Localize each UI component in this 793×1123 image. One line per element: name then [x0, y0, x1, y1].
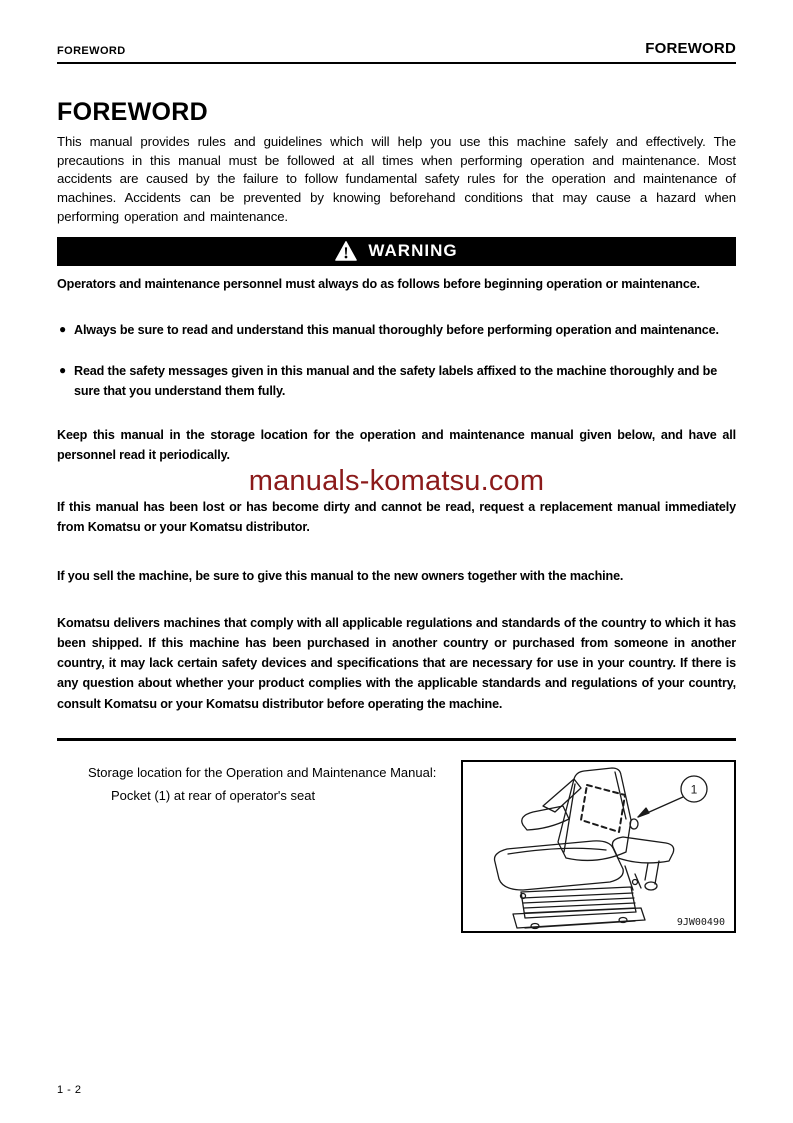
operator-seat-illustration — [463, 762, 734, 931]
storage-section — [57, 760, 736, 933]
paragraph-regulations: Komatsu delivers machines that comply with all applicable regulations and standards of the country to which it has been shipped. If this machine has been purchased in another country or purchased from someone in another country, it may lack certain safety devices and specifications that are necessary for use in your country. If there is any question about whether your product complies with the applicable standards and regulations of your country, consult Komatsu or your Komatsu distributor before operating the machine. — [57, 616, 736, 711]
storage-line-1: Storage location for the Operation and Maintenance Manual: — [88, 764, 437, 780]
seat-figure-box — [461, 760, 736, 933]
bullet-text: Read the safety messages given in this manual and the safety labels affixed to the machine thoroughly and be sure that you understand them fully. — [74, 364, 718, 399]
bullet-icon: ● — [59, 363, 67, 378]
bullet-item — [57, 320, 736, 340]
section-divider — [57, 738, 736, 741]
figure-code: 9JW00490 — [676, 916, 725, 928]
paragraph-sell-machine: If you sell the machine, be sure to give this manual to the new owners together with the machine. — [57, 568, 624, 583]
page-number: 1 - 2 — [57, 1084, 82, 1096]
page-title: FOREWORD — [57, 98, 208, 126]
bullet-text: Always be sure to read and understand this manual thoroughly before performing operation and maintenance. — [74, 322, 719, 337]
running-header-left: FOREWORD — [57, 45, 126, 57]
bullet-item — [57, 361, 736, 401]
running-header — [57, 40, 736, 64]
warning-lead: Operators and maintenance personnel must always do as follows before beginning operation or maintenance. — [57, 276, 700, 291]
warning-label: WARNING — [368, 241, 458, 261]
callout-number: 1 — [690, 782, 698, 797]
bullet-icon: ● — [59, 321, 67, 336]
paragraph-keep-manual: Keep this manual in the storage location for the operation and maintenance manual given below, and have all personnel read it periodically. — [57, 428, 736, 463]
paragraph-lost-manual: If this manual has been lost or has become dirty and cannot be read, request a replacement manual immediately from Komatsu or your Komatsu distributor. — [57, 499, 736, 534]
running-header-right: FOREWORD — [645, 40, 736, 57]
warning-bullet-list — [57, 320, 736, 401]
page-content — [57, 40, 736, 933]
storage-line-2: Pocket (1) at rear of operator's seat — [111, 787, 316, 803]
warning-triangle-icon — [335, 241, 357, 261]
storage-text — [57, 760, 436, 805]
watermark: manuals-komatsu.com — [248, 464, 545, 497]
intro-paragraph: This manual provides rules and guidelines which will help you use this machine safely and effectively. The precautions in this manual must be followed at all times when performing operation and maintenance. Most accidents are caused by the failure to follow fundamental safety rules for the operation and maintenance of machines. Accidents can be prevented by knowing beforehand conditions that may cause a hazard when performing operation and maintenance. — [57, 134, 736, 224]
warning-banner — [57, 237, 736, 266]
